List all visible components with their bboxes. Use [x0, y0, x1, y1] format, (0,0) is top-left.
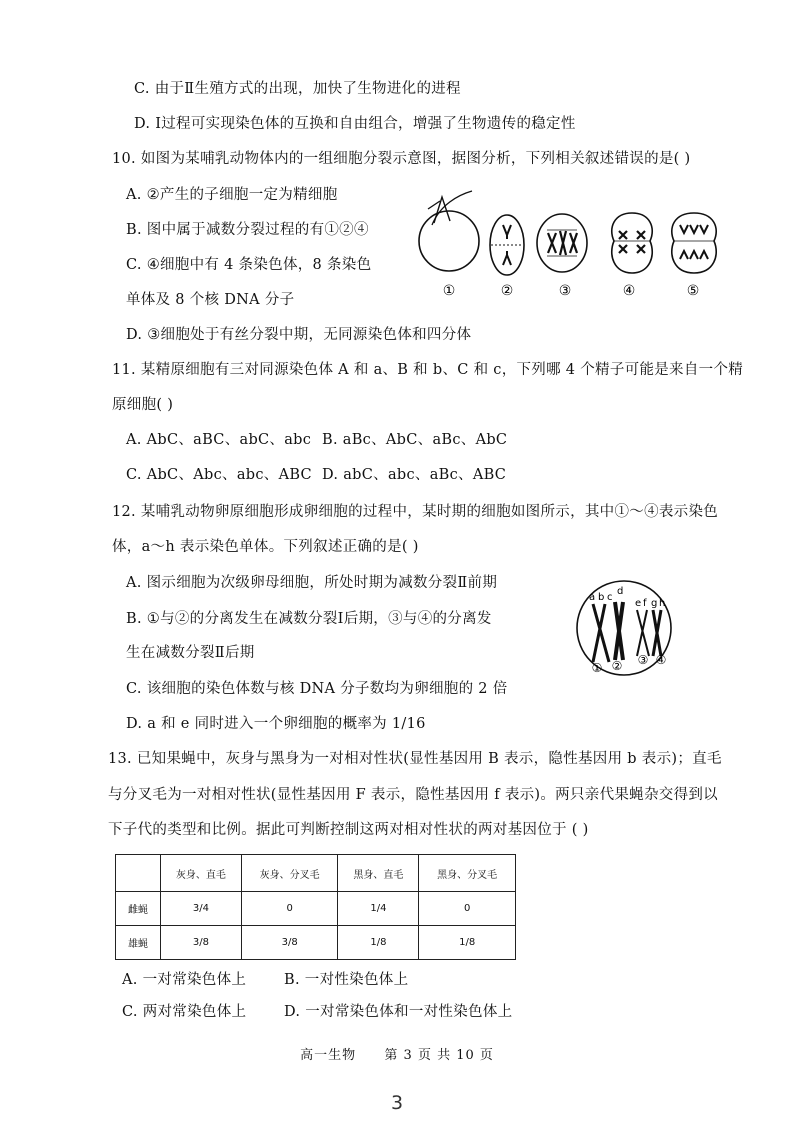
q12-option-d: D. a 和 e 同时进入一个卵细胞的概率为 1/16: [126, 716, 426, 732]
q12-option-c: C. 该细胞的染色体数与核 DNA 分子数均为卵细胞的 2 倍: [126, 681, 508, 697]
chromatid-label-b: b: [598, 592, 605, 603]
q12-cell-figure: [571, 578, 681, 678]
q10-option-b: B. 图中属于减数分裂过程的有①②④: [126, 222, 369, 238]
fig-label-3: ③: [558, 283, 572, 299]
footer-page-info: 第 3 页 共 10 页: [384, 1048, 494, 1063]
q12-stem-line2: 体，a～h 表示染色单体。下列叙述正确的是( ): [112, 539, 419, 555]
q10-option-d: D. ③细胞处于有丝分裂中期，无同源染色体和四分体: [126, 327, 472, 343]
cell-5: [672, 213, 716, 273]
q9-option-d: D. Ⅰ过程可实现染色体的互换和自由组合，增强了生物遗传的稳定性: [134, 116, 576, 132]
q13-stem-line1: 13. 已知果蝇中，灰身与黑身为一对相对性状(显性基因用 B 表示，隐性基因用 b 表示)；直毛: [108, 751, 722, 767]
q13-option-b: B. 一对性染色体上: [284, 972, 409, 988]
q13-option-a: A. 一对常染色体上: [122, 972, 247, 988]
q12-stem-line1: 12. 某哺乳动物卵原细胞形成卵细胞的过程中，某时期的细胞如图所示，其中①～④表示染色: [112, 504, 719, 520]
cell-2: [490, 215, 524, 275]
chromosome-label-1: ①: [591, 661, 603, 675]
q11-option-a: A. AbC、aBC、abC、abc: [126, 432, 312, 448]
cell-4: [612, 213, 653, 273]
fig-label-4: ④: [622, 283, 636, 299]
row-label: 雄蝇: [116, 926, 161, 960]
table-header-cell: [116, 855, 161, 892]
table-row: [116, 926, 516, 960]
offspring-table: [115, 854, 516, 960]
q13-stem-line2: 与分叉毛为一对相对性状(显性基因用 F 表示，隐性基因用 f 表示)。两只亲代果蝇杂交得到以: [108, 787, 718, 803]
cell-division-figure: [414, 183, 730, 308]
table-cell: 1/4: [338, 892, 419, 926]
q9-option-c: C. 由于Ⅱ生殖方式的出现，加快了生物进化的进程: [134, 81, 461, 97]
q13-option-c: C. 两对常染色体上: [122, 1004, 247, 1020]
page-footer: [0, 1044, 794, 1063]
row-label: 雌蝇: [116, 892, 161, 926]
fig-label-1: ①: [442, 283, 456, 299]
q10-option-c-line1: C. ④细胞中有 4 条染色体，8 条染色: [126, 257, 372, 273]
q12-option-a: A. 图示细胞为次级卵母细胞，所处时期为减数分裂Ⅱ前期: [126, 575, 498, 591]
table-header-cell: 灰身、分叉毛: [241, 855, 338, 892]
cell-1: [419, 191, 479, 271]
q11-option-b: B. aBc、AbC、aBc、AbC: [322, 432, 508, 448]
q12-option-b-line1: B. ①与②的分离发生在减数分裂Ⅰ后期，③与④的分离发: [126, 611, 492, 627]
q11-option-c: C. AbC、Abc、abc、ABC: [126, 467, 312, 483]
chromatid-label-f: f: [643, 598, 647, 609]
table-cell: 3/8: [161, 926, 242, 960]
chromatid-label-e: e: [635, 598, 642, 609]
table-cell: 0: [419, 892, 516, 926]
table-cell: 1/8: [419, 926, 516, 960]
table-header-cell: 灰身、直毛: [161, 855, 242, 892]
fig-label-2: ②: [500, 283, 514, 299]
chromosome-label-2: ②: [611, 659, 623, 673]
q11-stem-line2: 原细胞( ): [112, 397, 174, 413]
table-cell: 3/8: [241, 926, 338, 960]
table-row: [116, 892, 516, 926]
table-header-cell: 黑身、直毛: [338, 855, 419, 892]
chromatid-label-d: d: [617, 586, 624, 597]
chromatid-label-g: g: [651, 598, 658, 609]
q10-stem: 10. 如图为某哺乳动物体内的一组细胞分裂示意图，据图分析，下列相关叙述错误的是( ): [112, 151, 691, 167]
chromatid-label-h: h: [659, 598, 666, 609]
cell-3: [537, 214, 587, 272]
table-cell: 0: [241, 892, 338, 926]
fig-label-5: ⑤: [686, 283, 700, 299]
q10-option-a: A. ②产生的子细胞一定为精细胞: [126, 187, 338, 203]
q11-stem-line1: 11. 某精原细胞有三对同源染色体 A 和 a、B 和 b、C 和 c，下列哪 4 个精子可能是来自一个精: [112, 362, 744, 378]
q11-option-d: D. abC、abc、aBc、ABC: [322, 467, 507, 483]
table-header-cell: 黑身、分叉毛: [419, 855, 516, 892]
footer-subject: 高一生物: [300, 1048, 357, 1063]
table-cell: 1/8: [338, 926, 419, 960]
chromosome-label-4: ④: [655, 653, 667, 667]
chromatid-label-a: a: [589, 592, 596, 603]
chromatid-label-c: c: [607, 592, 613, 603]
q13-stem-line3: 下子代的类型和比例。据此可判断控制这两对相对性状的两对基因位于 ( ): [108, 822, 589, 838]
table-cell: 3/4: [161, 892, 242, 926]
q10-option-c-line2: 单体及 8 个核 DNA 分子: [126, 292, 295, 308]
q13-option-d: D. 一对常染色体和一对性染色体上: [284, 1004, 513, 1020]
chromosome-label-3: ③: [637, 653, 649, 667]
table-header-row: [116, 855, 516, 892]
page-number: 3: [390, 1092, 404, 1114]
q12-option-b-line2: 生在减数分裂Ⅱ后期: [126, 645, 255, 661]
